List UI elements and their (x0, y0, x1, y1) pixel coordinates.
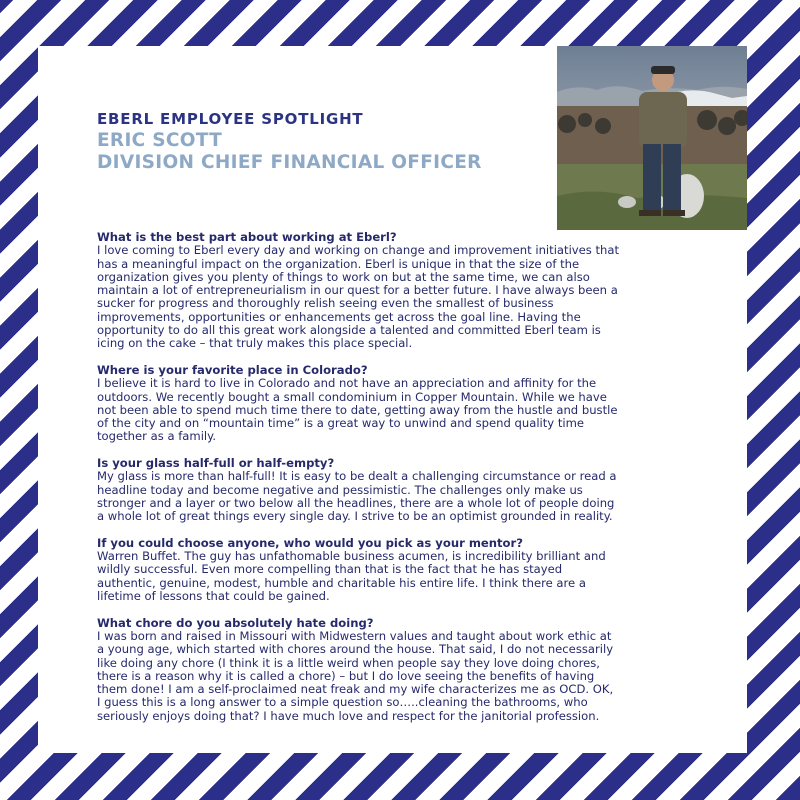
question: What is the best part about working at Eberl? (97, 230, 397, 244)
employee-heading (97, 130, 482, 174)
qa-item (97, 364, 737, 444)
spotlight-kicker: EBERL EMPLOYEE SPOTLIGHT (97, 110, 364, 128)
spotlight-card (38, 46, 747, 753)
qa-item (97, 537, 737, 603)
question: Where is your favorite place in Colorado? (97, 362, 368, 377)
answer: I believe it is hard to live in Colorado and not have an appreciation and affinity for the outdoors. We recently bought a small condominium in Copper Mountain. While we have not been able to spend much time there to date, getting away from the hustle and bustle of the city and on “mountain time” is a great way to unwind and spend quality time together as a family. (97, 376, 618, 444)
qa-item (97, 457, 737, 523)
answer: I love coming to Eberl every day and working on change and improvement initiatives that has a meaningful impact on the organization. Eberl is unique in that the size of the organization gives you plenty of things to work on but at the same time, we can also maintain a lot of entrepreneurialism in our quest for a better future. I have always been a sucker for progress and thoroughly relish seeing even the smallest of business improvements, opportunities or enhancements get across the goal line. Having the opportunity to do all this great work alongside a talented and committed Eberl team is icing on the cake – that truly makes this place special. (97, 243, 620, 351)
employee-name: ERIC SCOTT (97, 130, 223, 151)
question: Is your glass half-full or half-empty? (97, 456, 335, 471)
question: What chore do you absolutely hate doing? (97, 615, 374, 630)
answer: Warren Buffet. The guy has unfathomable business acumen, is incredibility brilliant and wildly successful. Even more compelling than that is the fact that he has stayed authentic, genuine, modest, humble and charitable his entire life. I think there are a lifetime of lessons that could be gained. (97, 549, 606, 604)
qa-list (97, 231, 737, 736)
employee-title: DIVISION CHIEF FINANCIAL OFFICER (97, 152, 482, 173)
question: If you could choose anyone, who would you pick as your mentor? (97, 535, 523, 550)
qa-item (97, 617, 737, 723)
employee-photo (557, 46, 747, 230)
qa-item (97, 231, 737, 351)
answer: My glass is more than half-full! It is easy to be dealt a challenging circumstance or read a headline today and become negative and pessimistic. The challenges only make us stronger and a layer or two below all the headlines, there are a whole lot of people doing a whole lot of great things every single day. I strive to be an optimist grounded in reality. (97, 469, 617, 524)
answer: I was born and raised in Missouri with Midwestern values and taught about work ethic at a young age, which started with chores around the house. That said, I do not necessarily like doing any chore (I think it is a little weird when people say they love doing chores, there is a reason why it is called a chore) – but I do love seeing the benefits of having them done! I am a self-proclaimed neat freak and my wife characterizes me as OCD. OK, I guess this is a long answer to a simple question so…..cleaning the bathrooms, who seriously enjoys doing that? I have much love and respect for the janitorial profession. (97, 628, 614, 723)
